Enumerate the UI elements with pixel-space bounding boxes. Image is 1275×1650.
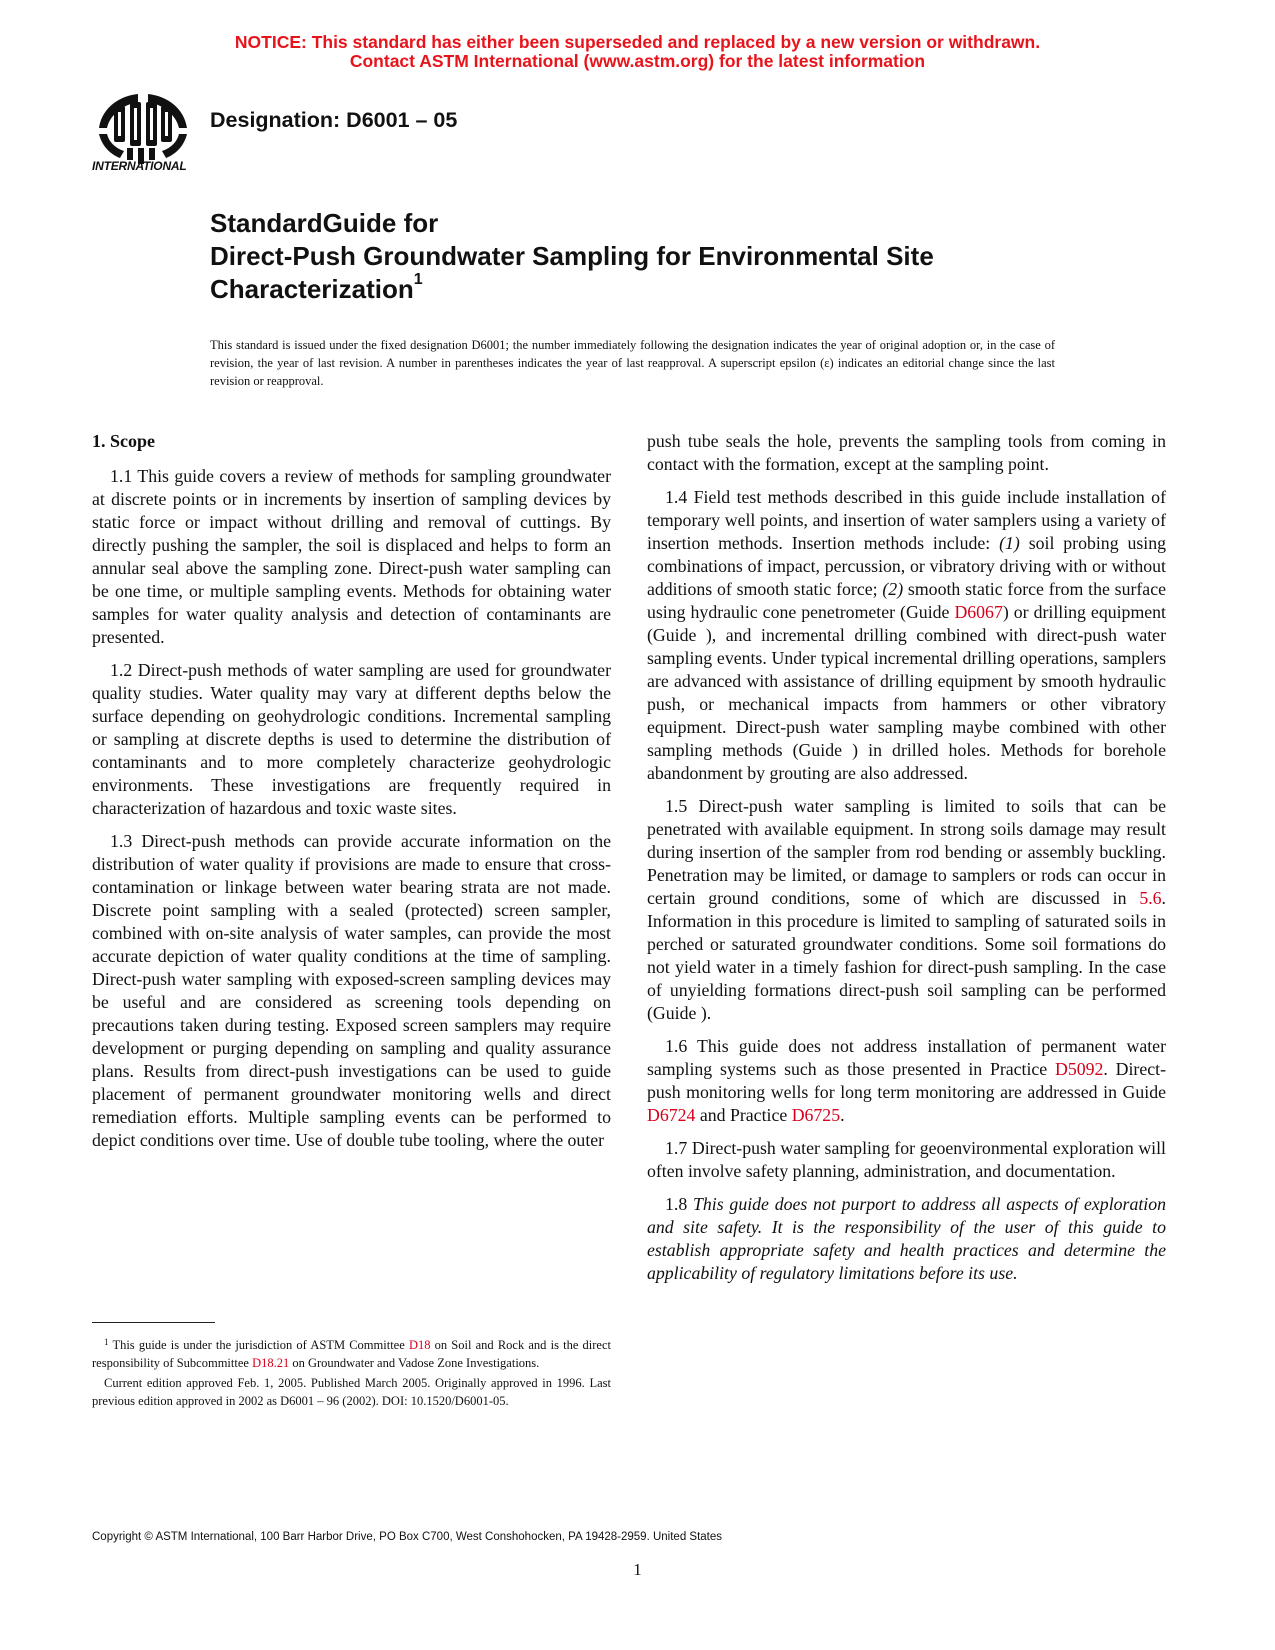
p1-5-text-b: . Information in this procedure is limited to sampling of saturated soils in perched or saturated groundwater conditions. Some soil formations do not yield water in a timely fashion for direct-push sampling. In the case of unyielding formations direct-push soil sampling can be performed (Guide ).: [647, 888, 1166, 1023]
p1-5-text-a: 1.5 Direct-push water sampling is limited to soils that can be penetrated with available equipment. In strong soils damage may result during insertion of the sampler from rod bending or assembly buckling. Penetration may be limited, or damage to samplers or rods can occur in certain ground conditions, some of which are discussed in: [647, 796, 1166, 908]
p1-6-text-d: .: [840, 1105, 845, 1125]
document-title: [210, 207, 934, 306]
title-line-3: [210, 273, 934, 306]
title-line-1: StandardGuide for: [210, 208, 439, 238]
footnote-1-text-b: on Soil and Rock and is the direct responsibility of Subcommittee: [92, 1338, 611, 1370]
withdrawal-notice: [0, 33, 1275, 71]
paragraph-1-7: 1.7 Direct-push water sampling for geoenvironmental exploration will often involve safety planning, administration, and documentation.: [647, 1138, 1166, 1181]
p1-6-text-a: 1.6 This guide does not address installation of permanent water sampling systems such as those presented in Practice: [647, 1036, 1166, 1079]
link-d18-21[interactable]: D18.21: [252, 1356, 290, 1370]
p1-8-number: 1.8: [665, 1194, 694, 1214]
footnote-1-text-a: This guide is under the jurisdiction of ASTM Committee: [108, 1338, 409, 1352]
title-line-2: Direct-Push Groundwater Sampling for Environmental Site: [210, 241, 934, 271]
p1-6-text-b: . Direct-push monitoring wells for long term monitoring are addressed in Guide: [647, 1059, 1166, 1102]
link-d5092[interactable]: D5092: [1055, 1059, 1104, 1079]
footnote-1: [92, 1336, 611, 1372]
paragraph-1-3: 1.3 Direct-push methods can provide accurate information on the distribution of water quality if provisions are made to ensure that cross-contamination or linkage between water bearing strata are not made. Discrete point sampling with a sealed (protected) screen sampler, combined with on-site analysis of water samples, can provide the most accurate depiction of water quality conditions at the time of sampling. Direct-push water sampling with exposed-screen sampling devices may be useful and are considered as screening tools depending on precautions taken during testing. Exposed screen samplers may require development or purging depending on sampling and quality assurance plans. Results from direct-push investigations can be used to guide placement of permanent groundwater monitoring wells and direct remediation efforts. Multiple sampling events can be performed to depict conditions over time. Use of double tube tooling, where the outer: [92, 831, 611, 1150]
paragraph-1-1: 1.1 This guide covers a review of methods for sampling groundwater at discrete points or in increments by insertion of sampling devices by static force or impact without drilling and removal of cuttings. By directly pushing the sampler, the soil is displaced and helps to form an annular seal above the sampling zone. Direct-push water sampling can be one time, or multiple sampling events. Methods for obtaining water samples for water quality analysis and detection of contaminants are presented.: [92, 466, 611, 647]
copyright-line: Copyright © ASTM International, 100 Barr Harbor Drive, PO Box C700, West Conshohocken, PA 19428-2959. United States: [92, 1531, 723, 1543]
p1-6-text-c: and Practice: [695, 1105, 792, 1125]
paragraph-1-5: [647, 795, 1166, 1025]
issued-note: This standard is issued under the fixed designation D6001; the number immediately following the designation indicates the year of original adoption or, in the case of revision, the year of last revision. A number in parentheses indicates the year of last reapproval. A superscript epsilon (ε) indicates an editorial change since the last revision or reapproval.: [210, 338, 1055, 388]
page-number: 1: [633, 1560, 642, 1579]
p1-4-text-d: ) or drilling equipment (Guide ), and incremental drilling combined with direct-push water sampling events. Under typical incremental drilling operations, samplers are advanced with assistance of drilling equipment by smooth hydraulic push, or mechanical impacts from hammers or other vibratory equipment. Direct-push water sampling maybe combined with other sampling methods (Guide ) in drilled holes. Methods for borehole abandonment by grouting are also addressed.: [647, 602, 1166, 783]
title-line-3-text: Characterization: [210, 274, 414, 304]
paragraph-1-6: [647, 1035, 1166, 1127]
paragraph-1-8: [647, 1193, 1166, 1285]
link-d6067[interactable]: D6067: [954, 602, 1003, 622]
paragraph-1-4: [647, 486, 1166, 785]
p1-8-safety-text: This guide does not purport to address all aspects of exploration and site safety. It is the responsibility of the user of this guide to establish appropriate safety and health practices and determine the applicability of regulatory limitations before its use.: [647, 1194, 1166, 1283]
link-d6725[interactable]: D6725: [791, 1105, 841, 1125]
footnotes: [92, 1336, 611, 1412]
notice-line-1: NOTICE: This standard has either been superseded and replaced by a new version or withdrawn.: [234, 32, 1041, 52]
footnote-1-text-c: on Groundwater and Vadose Zone Investigations.: [289, 1356, 540, 1370]
footnote-edition: Current edition approved Feb. 1, 2005. Published March 2005. Originally approved in 1996. Last previous edition approved in 2002 as D6001 – 96 (2002). DOI: 10.1520/D6001-05.: [92, 1376, 611, 1408]
right-column: [647, 430, 1166, 1295]
paragraph-1-2: 1.2 Direct-push methods of water sampling are used for groundwater quality studies. Water quality may vary at different depths below the surface depending on geohydrologic conditions. Incremental sampling or sampling at discrete depths is used to determine the distribution of contaminants and to more completely characterize geohydrologic environments. These investigations are frequently required in characterization of hazardous and toxic waste sites.: [92, 660, 611, 818]
title-footnote-mark: 1: [413, 271, 423, 288]
footnote-divider: [92, 1322, 215, 1323]
p1-4-text-b: soil probing using combinations of impact, percussion, or vibratory driving with or without additions of smooth static force;: [647, 533, 1166, 599]
notice-line-2: Contact ASTM International (www.astm.org) for the latest information: [349, 51, 926, 71]
p1-4-item-2: (2): [882, 579, 904, 599]
link-section-5-6[interactable]: 5.6: [1139, 888, 1162, 908]
p1-4-text-a: 1.4 Field test methods described in this guide include installation of temporary well points, and insertion of water samplers using a variety of insertion methods. Insertion methods include:: [647, 487, 1166, 553]
paragraph-1-3-continued: push tube seals the hole, prevents the sampling tools from coming in contact with the formation, except at the sampling point.: [647, 431, 1166, 474]
p1-4-item-1: (1): [999, 533, 1020, 553]
footnote-1-mark: 1: [104, 1337, 109, 1347]
designation: Designation: D6001 – 05: [210, 108, 458, 132]
p1-4-text-c: smooth static force from the surface using hydraulic cone penetrometer (Guide: [647, 579, 1166, 622]
link-d18[interactable]: D18: [408, 1338, 431, 1352]
link-d6724[interactable]: D6724: [647, 1105, 696, 1125]
logo-international-text: INTERNATIONAL: [92, 159, 187, 173]
left-column: [92, 430, 611, 1162]
section-heading-scope: 1. Scope: [92, 431, 155, 451]
